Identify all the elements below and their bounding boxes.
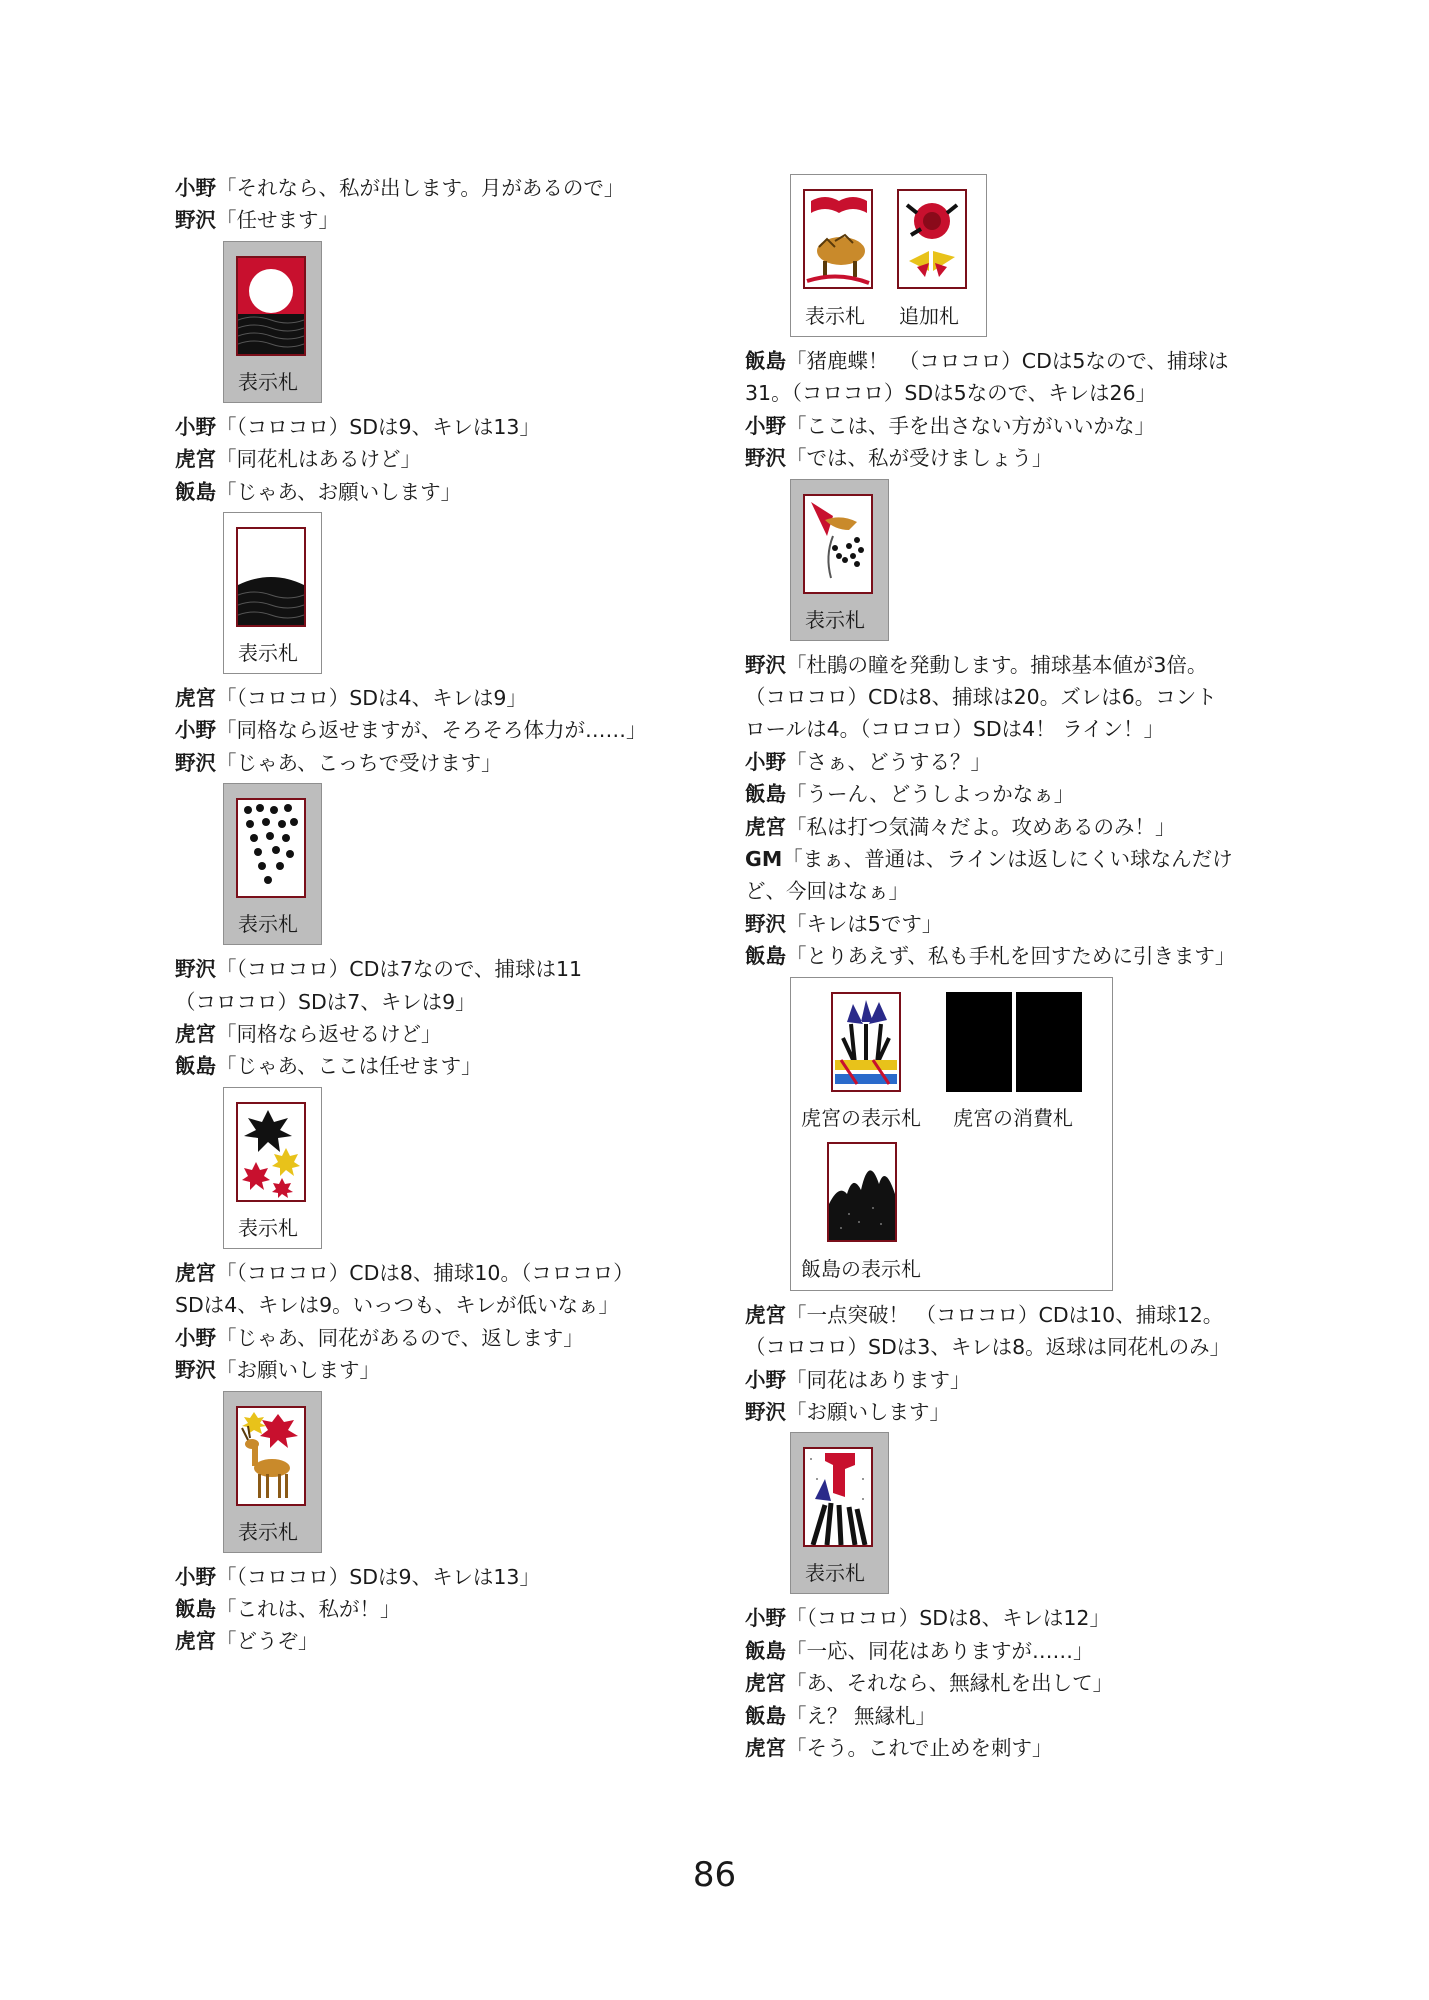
card-figure-moon (223, 241, 322, 403)
card-figure-iris-ribbon (790, 1432, 889, 1594)
utterance: 「ここは、手を出さない方がいいかな」 (786, 413, 1155, 438)
utterance: 「え？ 無縁札」 (786, 1703, 937, 1728)
utterance: 「さぁ、どうする？」 (786, 749, 991, 774)
figure-caption: 表示札 (238, 912, 298, 937)
dialogue-line (175, 204, 695, 236)
figure-caption-added: 追加札 (899, 304, 959, 328)
speaker: 野沢 (745, 1399, 786, 1424)
pampas-hills-card-image (827, 1142, 897, 1242)
utterance: 「まぁ、普通は、ラインは返しにくい球なんだけ (782, 847, 1233, 872)
utterance: 「同花はあります」 (786, 1367, 971, 1392)
speaker: 小野 (745, 413, 786, 438)
figure-caption: 表示札 (805, 1561, 865, 1586)
dialogue-line (745, 713, 1285, 745)
dialogue-line (175, 1050, 695, 1082)
speaker: 小野 (175, 414, 216, 439)
speaker: 小野 (175, 1325, 216, 1350)
dialogue-line (745, 778, 1285, 810)
consumed-card-back-2 (1016, 992, 1082, 1092)
dialogue-line (745, 377, 1285, 409)
figure-caption: 表示札 (238, 1519, 298, 1544)
dialogue-line (745, 649, 1285, 681)
dialogue-line (175, 1593, 695, 1625)
speaker: 野沢 (745, 911, 786, 936)
utterance: 「どうぞ」 (216, 1629, 319, 1654)
utterance: 「とりあえず、私も手札を回すために引きます」 (786, 944, 1236, 969)
card-figure-wisteria (223, 783, 322, 945)
dialogue-line (745, 410, 1285, 442)
utterance: 「猪鹿蝶！ （コロコロ）CDは5なので、捕球は (786, 349, 1229, 373)
dialogue-line (745, 1364, 1285, 1396)
dialogue-line (175, 1322, 695, 1354)
utterance: 「同格なら返せるけど」 (216, 1022, 442, 1047)
speaker: 小野 (745, 749, 786, 774)
speaker: 飯島 (175, 1596, 216, 1621)
utterance: 「お願いします」 (216, 1358, 380, 1383)
utterance: 「同花札はあるけど」 (216, 447, 421, 472)
dialogue-line (175, 953, 695, 985)
dialogue-line (745, 1299, 1285, 1331)
speaker: 飯島 (745, 782, 786, 807)
utterance: 「お願いします」 (786, 1399, 950, 1424)
dialogue-line (745, 746, 1285, 778)
dialogue-line (175, 1561, 695, 1593)
dialogue-line (745, 1331, 1285, 1363)
dialogue-line (745, 1635, 1285, 1667)
speaker: 虎宮 (175, 447, 216, 472)
speaker: 虎宮 (175, 1260, 216, 1285)
dialogue-line (745, 843, 1285, 875)
utterance: 「一点突破！ （コロコロ）CDは10、捕球12。 (786, 1302, 1224, 1327)
right-column (745, 174, 1285, 1764)
dialogue-line (175, 1625, 695, 1657)
speaker: 野沢 (745, 446, 786, 471)
dialogue-line (745, 345, 1285, 377)
dialogue-line (175, 1289, 695, 1321)
figure-caption: 表示札 (238, 1215, 298, 1240)
speaker: 飯島 (745, 944, 786, 969)
speaker: 野沢 (175, 750, 216, 775)
dialogue-line (175, 1257, 695, 1289)
dialogue-line (175, 1018, 695, 1050)
utterance: ロールは4。（コロコロ）SDは4！ ライン！」 (745, 717, 1165, 742)
maple-card-image (236, 1102, 306, 1202)
utterance: 「そう。これで止めを刺す」 (786, 1735, 1053, 1760)
speaker: 虎宮 (745, 1671, 786, 1696)
figure-caption: 表示札 (805, 304, 865, 328)
speaker: 飯島 (175, 479, 216, 504)
speaker: 野沢 (175, 208, 216, 233)
dialogue-line (745, 875, 1285, 907)
speaker: 虎宮 (745, 1302, 786, 1327)
card-figure-cuckoo (790, 479, 889, 641)
speaker: 野沢 (175, 957, 216, 982)
iris-card-image (831, 992, 901, 1092)
card-figure-boar-butterfly (790, 174, 987, 337)
wisteria-card-image (236, 798, 306, 898)
utterance: 「これは、私が！」 (216, 1596, 401, 1621)
figure-caption: 表示札 (805, 607, 865, 632)
utterance: 31。（コロコロ）SDは5なので、キレは26」 (745, 381, 1157, 406)
cuckoo-card-image (803, 494, 873, 594)
dialogue-line (745, 681, 1285, 713)
speaker: 虎宮 (175, 1629, 216, 1654)
dialogue-line (745, 1602, 1285, 1634)
dialogue-line (745, 908, 1285, 940)
card-figure-multi (790, 977, 1113, 1291)
utterance: 「（コロコロ）SDは9、キレは13」 (216, 1564, 540, 1589)
speaker: 野沢 (745, 652, 786, 677)
speaker: 小野 (175, 1564, 216, 1589)
utterance: 「任せます」 (216, 208, 339, 233)
dialogue-line (745, 1396, 1285, 1428)
utterance: 「それなら、私が出します。月があるので」 (216, 176, 625, 200)
page-number: 86 (692, 1855, 737, 1895)
speaker: 虎宮 (175, 686, 216, 711)
dialogue-line (175, 747, 695, 779)
butterfly-card-image (897, 189, 967, 289)
left-column (175, 172, 695, 1658)
utterance: 「では、私が受けましょう」 (786, 446, 1053, 471)
utterance: 「私は打つ気満々だよ。攻めあるのみ！」 (786, 814, 1176, 839)
dialogue-line (175, 1354, 695, 1386)
utterance: 「（コロコロ）SDは8、キレは12」 (786, 1606, 1110, 1631)
speaker: 小野 (745, 1606, 786, 1631)
dialogue-line (745, 940, 1285, 972)
utterance: 「じゃあ、同花があるので、返します」 (216, 1325, 584, 1350)
utterance: （コロコロ）SDは7、キレは9」 (175, 989, 476, 1014)
dialogue-line (175, 172, 695, 204)
utterance: 「じゃあ、ここは任せます」 (216, 1054, 482, 1079)
dialogue-line (745, 1667, 1285, 1699)
dialogue-line (745, 442, 1285, 474)
figure-caption-iijima-display: 飯島の表示札 (801, 1256, 921, 1281)
figure-caption: 表示札 (238, 641, 298, 666)
utterance: （コロコロ）SDは3、キレは8。返球は同花札のみ」 (745, 1335, 1231, 1360)
speaker: 虎宮 (745, 814, 786, 839)
utterance: 「うーん、どうしよっかなぁ」 (786, 782, 1075, 807)
card-figure-deer (223, 1391, 322, 1553)
speaker: 飯島 (745, 349, 786, 373)
speaker: 虎宮 (745, 1735, 786, 1760)
speaker: GM (745, 847, 783, 872)
figure-caption: 表示札 (238, 369, 298, 394)
card-figure-pampas (223, 512, 322, 674)
utterance: 「（コロコロ）CDは8、捕球10。（コロコロ） (216, 1260, 634, 1285)
utterance: 「（コロコロ）SDは9、キレは13」 (216, 414, 540, 439)
utterance: 「キレは5です」 (786, 911, 943, 936)
utterance: SDは4、キレは9。いっつも、キレが低いなぁ」 (175, 1293, 619, 1318)
speaker: 野沢 (175, 1358, 216, 1383)
speaker: 小野 (175, 718, 216, 743)
speaker: 小野 (175, 176, 216, 200)
consumed-card-back-1 (946, 992, 1012, 1092)
dialogue-line (175, 476, 695, 508)
utterance: 「杜鵑の瞳を発動します。捕球基本値が3倍。 (786, 652, 1208, 677)
utterance: 「（コロコロ）SDは4、キレは9」 (216, 686, 527, 711)
moon-card-image (236, 256, 306, 356)
speaker: 飯島 (745, 1703, 786, 1728)
utterance: 「（コロコロ）CDは7なので、捕球は11 (216, 957, 583, 982)
deer-card-image (236, 1406, 306, 1506)
speaker: 飯島 (175, 1054, 216, 1079)
dialogue-line (175, 411, 695, 443)
dialogue-line (745, 1732, 1285, 1764)
figure-caption-tora-display: 虎宮の表示札 (801, 1105, 921, 1130)
utterance: 「あ、それなら、無縁札を出して」 (786, 1671, 1114, 1696)
speaker: 飯島 (745, 1638, 786, 1663)
figure-caption-tora-consumed: 虎宮の消費札 (953, 1105, 1073, 1130)
dialogue-line (175, 443, 695, 475)
speaker: 小野 (745, 1367, 786, 1392)
card-figure-maple (223, 1087, 322, 1249)
utterance: （コロコロ）CDは8、捕球は20。ズレは6。コント (745, 685, 1217, 710)
utterance: 「同格なら返せますが、そろそろ体力が……」 (216, 718, 647, 743)
utterance: 「じゃあ、お願いします」 (216, 479, 462, 504)
utterance: 「じゃあ、こっちで受けます」 (216, 750, 502, 775)
dialogue-line (175, 682, 695, 714)
pampas-card-image (236, 527, 306, 627)
dialogue-line (175, 714, 695, 746)
speaker: 虎宮 (175, 1022, 216, 1047)
utterance: ど、今回はなぁ」 (745, 879, 909, 904)
dialogue-line (175, 986, 695, 1018)
boar-card-image (803, 189, 873, 289)
iris-ribbon-card-image (803, 1447, 873, 1547)
dialogue-line (745, 811, 1285, 843)
dialogue-line (745, 1700, 1285, 1732)
utterance: 「一応、同花はありますが……」 (786, 1638, 1094, 1663)
